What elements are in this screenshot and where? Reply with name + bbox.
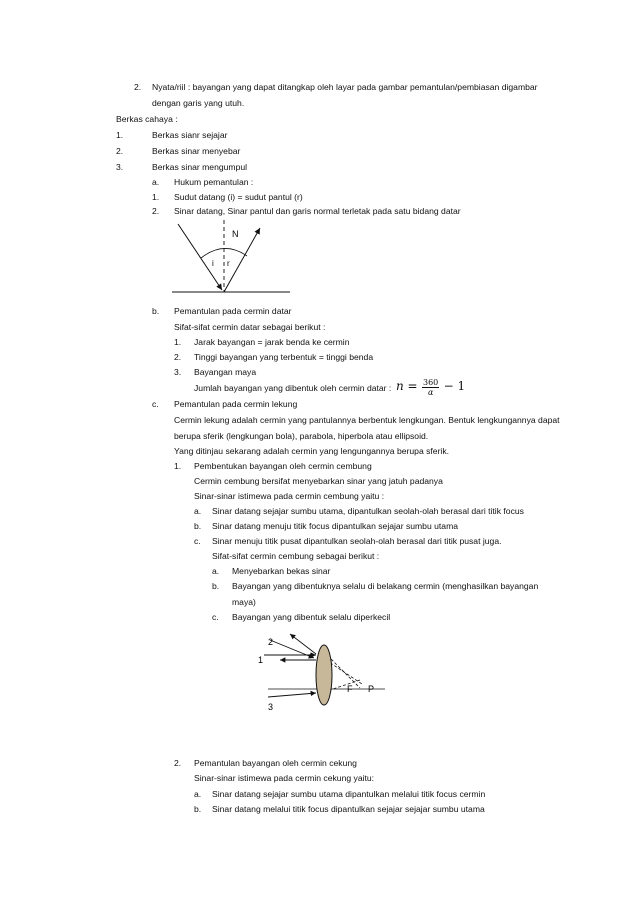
list-number: 3.: [174, 367, 182, 377]
section-heading: Berkas cahaya :: [116, 114, 178, 124]
text-line: Sinar datang sejajar sumbu utama dipantulkan melalui titik focus cermin: [212, 789, 486, 799]
text-line: Nyata/riil : bayangan yang dapat ditangkap oleh layar pada gambar pemantulan/pembiasan digambar: [152, 82, 538, 92]
text-line: Sifat-sifat cermin cembung sebagai berikut :: [212, 551, 380, 561]
normal-label: N: [232, 229, 239, 239]
text-line: Sinar datang, Sinar pantul dan garis normal terletak pada satu bidang datar: [174, 206, 461, 216]
list-letter: a.: [194, 789, 202, 799]
text-line: maya): [232, 597, 256, 607]
list-number: 2.: [174, 352, 182, 362]
formula-numerator: 360: [423, 378, 439, 388]
list-letter: a.: [194, 506, 202, 516]
list-number: 2.: [134, 82, 142, 92]
list-number: 2.: [174, 758, 182, 768]
formula-fraction: [422, 378, 439, 397]
text-line: Bayangan yang dibentuknya selalu di belakang cermin (menghasilkan bayangan: [232, 581, 539, 591]
list-number: 3.: [116, 162, 124, 172]
text-line: Sifat-sifat cermin datar sebagai berikut :: [174, 322, 326, 332]
text-line: Sinar datang menuju titik focus dipantulkan sejajar sumbu utama: [212, 521, 459, 531]
formula: [396, 375, 465, 398]
list-letter: c.: [194, 536, 201, 546]
text-line: Berkas sinar mengumpul: [152, 162, 248, 172]
list-letter: c.: [152, 399, 159, 409]
list-number: 1.: [152, 192, 160, 202]
focus-label: F: [347, 684, 353, 694]
ray-3-label: 3: [268, 702, 274, 712]
text-line: Bayangan maya: [194, 367, 257, 377]
text-line: Tinggi bayangan yang terbentuk = tinggi benda: [194, 352, 374, 362]
list-number: 1.: [174, 461, 182, 471]
ray-1-label: 1: [258, 655, 264, 665]
list-letter: a.: [212, 566, 220, 576]
reflection-law-diagram: [168, 218, 298, 298]
formula-rest: − 1: [443, 379, 466, 393]
text-line: Menyebarkan bekas sinar: [232, 566, 331, 576]
text-line: Sinar menuju titik pusat dipantulkan seolah-olah berasal dari titik pusat juga.: [212, 536, 502, 546]
text-line: Cermin cembung bersifat menyebarkan sinar yang jatuh padanya: [194, 476, 443, 486]
list-letter: c.: [212, 612, 219, 622]
formula-denominator: α: [427, 388, 434, 398]
convex-mirror-diagram: [250, 630, 400, 720]
text-line: Jarak bayangan = jarak benda ke cermin: [194, 337, 350, 347]
angle-i-label: i: [212, 259, 214, 268]
convex-mirror: [316, 645, 332, 705]
text-line: Berkas sianr sejajar: [152, 130, 228, 140]
text-line: dengan garis yang utuh.: [152, 98, 245, 108]
text-line: Jumlah bayangan yang dibentuk oleh cermin datar :: [194, 383, 392, 393]
angle-r-label: r: [227, 259, 230, 268]
text-line: Sinar datang melalui titik focus dipantulkan sejajar sejajar sumbu utama: [212, 804, 485, 814]
incident-ray: [178, 224, 222, 290]
text-line: Hukum pemantulan :: [174, 177, 254, 187]
list-letter: b.: [152, 306, 160, 316]
text-line: Sinar-sinar istimewa pada cermin cekung yaitu:: [194, 773, 375, 783]
text-line: Sinar datang sejajar sumbu utama, dipantulkan seolah-olah berasal dari titik focus: [212, 506, 524, 516]
list-number: 2.: [116, 146, 124, 156]
formula-lhs: n =: [396, 379, 418, 393]
list-number: 2.: [152, 206, 160, 216]
ray-reflected-a: [290, 634, 316, 654]
text-line: Sudut datang (i) = sudut pantul (r): [174, 192, 303, 202]
list-letter: b.: [194, 521, 202, 531]
text-line: Pemantulan bayangan oleh cermin cekung: [194, 758, 357, 768]
text-line: Pembentukan bayangan oleh cermin cembung: [194, 461, 372, 471]
text-line: Pemantulan pada cermin lekung: [174, 399, 298, 409]
ray-3-incident: [268, 693, 316, 697]
list-letter: a.: [152, 177, 160, 187]
list-letter: b.: [212, 581, 220, 591]
text-line: Cermin lekung adalah cermin yang pantulannya berbentuk lengkungan. Bentuk lengkungannya dapat: [174, 415, 560, 425]
center-label: P: [368, 684, 375, 694]
list-letter: b.: [194, 804, 202, 814]
text-line: Pemantulan pada cermin datar: [174, 306, 292, 316]
text-line: Bayangan yang dibentuk selalu diperkecil: [232, 612, 391, 622]
text-line: Berkas sinar menyebar: [152, 146, 241, 156]
list-number: 1.: [116, 130, 124, 140]
text-line: Yang ditinjau sekarang adalah cermin yang lengungannya berupa sferik.: [174, 446, 450, 456]
ray-2-label: 2: [268, 637, 274, 647]
list-number: 1.: [174, 337, 182, 347]
text-line: Sinar-sinar istimewa pada cermin cembung yaitu :: [194, 491, 385, 501]
text-line: berupa sferik (lengkungan bola), parabola, hiperbola atau ellipsoid.: [174, 431, 429, 441]
